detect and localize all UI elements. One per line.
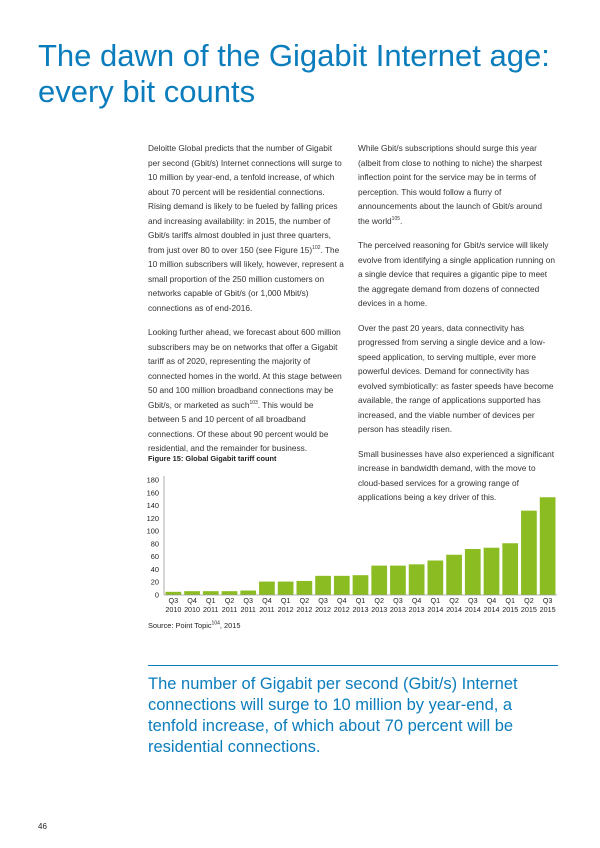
- x-tick-label-quarter: Q2: [374, 596, 385, 605]
- y-tick-label: 60: [150, 552, 159, 562]
- y-tick-label: 160: [146, 488, 159, 498]
- x-tick-label-year: 2013: [408, 605, 425, 614]
- x-tick-label-quarter: Q2: [299, 596, 310, 605]
- x-tick-label-quarter: Q4: [262, 596, 272, 605]
- text: While Gbit/s subscriptions should surge this year (albeit from close to nothing to niche) the sharpest inflection point for the service may be in terms of perception. This would follow a flurry of announcements about the launch of Gbit/s around the world: [358, 143, 543, 226]
- footnote-ref: 105: [391, 215, 401, 222]
- divider: [148, 665, 558, 666]
- y-tick-label: 40: [150, 564, 159, 574]
- x-tick-label-year: 2015: [539, 605, 556, 614]
- x-tick-label-quarter: Q3: [542, 596, 553, 605]
- bar: [502, 543, 518, 595]
- text: .: [400, 215, 403, 226]
- page-title: The dawn of the Gigabit Internet age: every bit counts: [38, 38, 550, 109]
- x-tick-label-year: 2014: [483, 605, 500, 614]
- x-tick-label-quarter: Q1: [280, 596, 291, 605]
- bar: [240, 591, 256, 595]
- y-tick-label: 180: [146, 475, 159, 485]
- x-tick-label-quarter: Q3: [318, 596, 328, 605]
- x-tick-label-year: 2013: [389, 605, 406, 614]
- x-tick-label-quarter: Q3: [467, 596, 478, 605]
- x-tick-label-quarter: Q2: [449, 596, 459, 605]
- bar: [427, 561, 443, 596]
- bar: [203, 591, 219, 595]
- x-tick-label-year: 2014: [464, 605, 481, 614]
- x-tick-label-year: 2014: [446, 605, 463, 614]
- footnote-ref: 104: [211, 620, 220, 627]
- figure-source: [148, 621, 240, 630]
- y-tick-label: 140: [146, 501, 159, 511]
- pull-quote: The number of Gigabit per second (Gbit/s) Internet connections will surge to 10 million by year-end, a tenfold increase, of which about 70 percent will be residential connections.: [148, 675, 518, 756]
- bar: [409, 564, 425, 595]
- left-paragraph-1: [148, 141, 345, 315]
- x-tick-label-quarter: Q3: [243, 596, 254, 605]
- x-tick-label-year: 2013: [371, 605, 388, 614]
- footnote-ref: 102: [312, 244, 321, 251]
- x-tick-label-year: 2012: [296, 605, 313, 614]
- x-tick-label-year: 2012: [277, 605, 294, 614]
- x-tick-label-quarter: Q3: [168, 596, 179, 605]
- x-tick-label-year: 2015: [502, 605, 519, 614]
- page-number: 46: [38, 822, 47, 831]
- bar: [371, 566, 387, 595]
- bar: [334, 576, 350, 595]
- x-tick-label-year: 2011: [221, 605, 238, 614]
- right-paragraph-2: The perceived reasoning for Gbit/s service will likely evolve from identifying a single application running on a single device that requires a gigantic pipe to meet the aggregate demand from dozens of connected devices in a home.: [358, 240, 555, 308]
- right-paragraph-1: [358, 141, 555, 228]
- bar: [484, 548, 500, 595]
- bar: [315, 576, 331, 595]
- x-tick-label-quarter: Q3: [393, 596, 403, 605]
- right-column: [358, 141, 555, 515]
- x-tick-label-year: 2010: [184, 605, 201, 614]
- x-tick-label-year: 2014: [427, 605, 444, 614]
- y-tick-label: 100: [146, 526, 159, 536]
- source-text: Source: Point Topic: [148, 621, 212, 630]
- footnote-ref: 103: [249, 399, 258, 406]
- left-paragraph-2: [148, 325, 345, 456]
- x-tick-label-quarter: Q4: [336, 596, 347, 605]
- bar: [446, 555, 462, 595]
- y-tick-label: 120: [146, 513, 159, 523]
- left-column: [148, 141, 345, 466]
- x-tick-label-year: 2013: [352, 605, 369, 614]
- figure-title: Figure 15: Global Gigabit tariff count: [148, 454, 277, 463]
- bar: [296, 581, 312, 595]
- x-tick-label-quarter: Q4: [411, 596, 422, 605]
- text: . This would be between 5 and 10 percent of all broadband connections. Of these about 90 percent would be residential, and the remainder for business.: [148, 399, 329, 453]
- x-tick-label-year: 2015: [520, 605, 537, 614]
- bar: [521, 511, 537, 595]
- tariff-bar-chart: [140, 468, 570, 616]
- x-tick-label-year: 2011: [259, 605, 275, 614]
- y-tick-label: 0: [154, 590, 159, 600]
- x-tick-label-year: 2012: [333, 605, 350, 614]
- bar: [540, 497, 556, 595]
- y-tick-label: 20: [150, 577, 159, 587]
- bar: [353, 575, 369, 595]
- right-paragraph-4: Small businesses have also experienced a significant increase in bandwidth demand, with the move to cloud-based services for a growing range of applications being a key driver of this.: [358, 448, 555, 502]
- bar: [278, 582, 294, 595]
- x-tick-label-quarter: Q1: [505, 596, 516, 605]
- x-tick-label-quarter: Q4: [187, 596, 197, 605]
- bar: [259, 582, 275, 595]
- x-tick-label-year: 2011: [240, 605, 256, 614]
- x-tick-label-year: 2011: [203, 605, 219, 614]
- x-tick-label-quarter: Q4: [486, 596, 497, 605]
- x-tick-label-year: 2010: [165, 605, 182, 614]
- bar: [390, 566, 406, 595]
- bar: [465, 549, 481, 595]
- source-text: , 2015: [219, 621, 241, 630]
- bar: [184, 591, 200, 595]
- text: Looking further ahead, we forecast about 600 million subscribers may be on networks that offer a Gigabit tariff as of 2020, representing the majority of connected homes in the world. At this stage between 50 and 100 million broadband connections may be Gbit/s, or marketed as such: [148, 327, 342, 410]
- x-tick-label-quarter: Q2: [224, 596, 235, 605]
- x-tick-label-quarter: Q1: [355, 596, 366, 605]
- x-tick-label-year: 2012: [315, 605, 332, 614]
- y-tick-label: 80: [150, 539, 159, 549]
- bar: [165, 592, 181, 595]
- right-paragraph-3: Over the past 20 years, data connectivity has progressed from serving a single device and a low-speed application, to serving multiple, ever more powerful devices. Demand for connectivity has evolved symbiotically: as faster speeds have become available, the range of applications supported has increased, and the viable number of devices per person has steadily risen.: [358, 322, 554, 434]
- text: . The 10 million subscribers will likely, however, represent a small proportion of the 250 million customers on networks capable of Gbit/s (or 1,000 Mbit/s) connections as of end-2016.: [148, 244, 344, 313]
- x-tick-label-quarter: Q2: [524, 596, 534, 605]
- x-tick-label-quarter: Q1: [430, 596, 441, 605]
- text: Deloitte Global predicts that the number of Gigabit per second (Gbit/s) Internet connections will surge to 10 million by year-end, a tenfold increase, of which about 70 percent will be residential connections. Rising demand is likely to be fueled by falling prices and increasing availability: in 2015, the number of Gbit/s tariffs almost doubled in just three quarters, from just over 80 to over 150 (see Figure 15): [148, 143, 342, 255]
- bar: [222, 591, 238, 595]
- x-tick-label-quarter: Q1: [205, 596, 216, 605]
